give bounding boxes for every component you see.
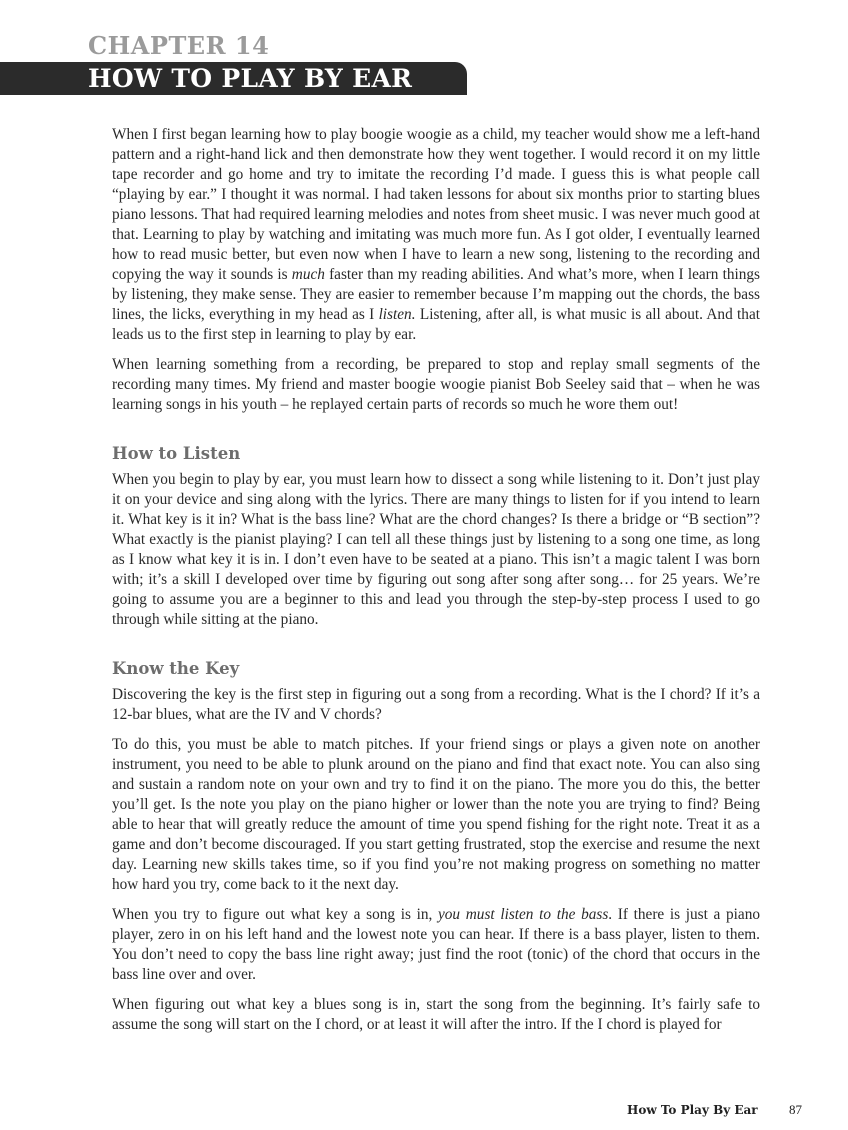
chapter-label: CHAPTER 14: [88, 31, 270, 60]
paragraph: When learning something from a recording, be prepared to stop and replay small segments of the recording many times. My friend and master boogie woogie pianist Bob Seeley said that – when he was learning songs in his youth – he replayed certain parts of records so much he wore them out!: [112, 356, 760, 413]
paragraph: Discovering the key is the first step in figuring out a song from a recording. What is the I chord? If it’s a 12-bar blues, what are the IV and V chords?: [112, 686, 760, 723]
running-footer-title: How To Play By Ear: [627, 1103, 758, 1117]
page-number: 87: [789, 1102, 802, 1117]
paragraph: When you begin to play by ear, you must learn how to dissect a song while listening to it. Don’t just play it on your device and sing along with the lyrics. There are many things to listen for if you intend to learn it. What key is it in? What is the bass line? What are the chord changes? Is there a bridge or “B section”? What exactly is the pianist playing? I can tell all these things just by listening to a song one time, as long as I know what key it is in. I don’t even have to be seated at a piano. This isn’t a magic talent I was born with; it’s a skill I developed over time by figuring out song after song after song… for 25 years. We’re going to assume you are a beginner to this and lead you through the step-by-step process I used to go through while sitting at the piano.: [112, 471, 760, 628]
paragraph: When you try to figure out what key a song is in, you must listen to the bass. If there is just a piano player, zero in on his left hand and the lowest note you can hear. If there is a bass player, listen to them. You don’t need to copy the bass line right away; just find the root (tonic) of the chord that occurs in the bass line over and over.: [112, 906, 760, 983]
section-heading-how-to-listen: How to Listen: [112, 444, 241, 463]
paragraph: When figuring out what key a blues song is in, start the song from the beginning. It’s fairly safe to assume the song will start on the I chord, or at least it will after the intro. If the I chord is played for: [112, 996, 760, 1033]
section-heading-know-the-key: Know the Key: [112, 659, 240, 678]
paragraph: To do this, you must be able to match pitches. If your friend sings or plays a given note on another instrument, you need to be able to plunk around on the piano and find that exact note. You can also sing and sustain a random note on your own and try to find it on the piano. The more you do this, the better you’ll get. Is the note you play on the piano higher or lower than the note you are trying to find? Being able to hear that will greatly reduce the amount of time you spend fishing for the right note. Treat it as a game and don’t become discouraged. If you start getting frustrated, stop the exercise and resume the next day. Learning new skills takes time, so if you find you’re not making progress on something no matter how hard you try, come back to it the next day.: [112, 736, 760, 893]
body-text: [112, 125, 760, 1035]
chapter-title: HOW TO PLAY BY EAR: [88, 64, 413, 93]
paragraph: When I first began learning how to play boogie woogie as a child, my teacher would show me a left-hand pattern and a right-hand lick and then demonstrate how they went together. I would record it on my little tape recorder and go home and try to imitate the recording I’d made. I guess this is what people call “playing by ear.” I thought it was normal. I had taken lessons for about six months prior to starting blues piano lessons. That had required learning melodies and notes from sheet music. I was never much good at that. Learning to play by watching and imitating was much more fun. As I got older, I eventually learned how to read music better, but even now when I have to learn a new song, listening to the recording and copying the way it sounds is much faster than my reading abilities. And what’s more, when I learn things by listening, they make sense. They are easier to remember because I’m mapping out the chords, the bass lines, the licks, everything in my head as I listen. Listening, after all, is what music is all about. And that leads us to the first step in learning to play by ear.: [112, 126, 760, 343]
